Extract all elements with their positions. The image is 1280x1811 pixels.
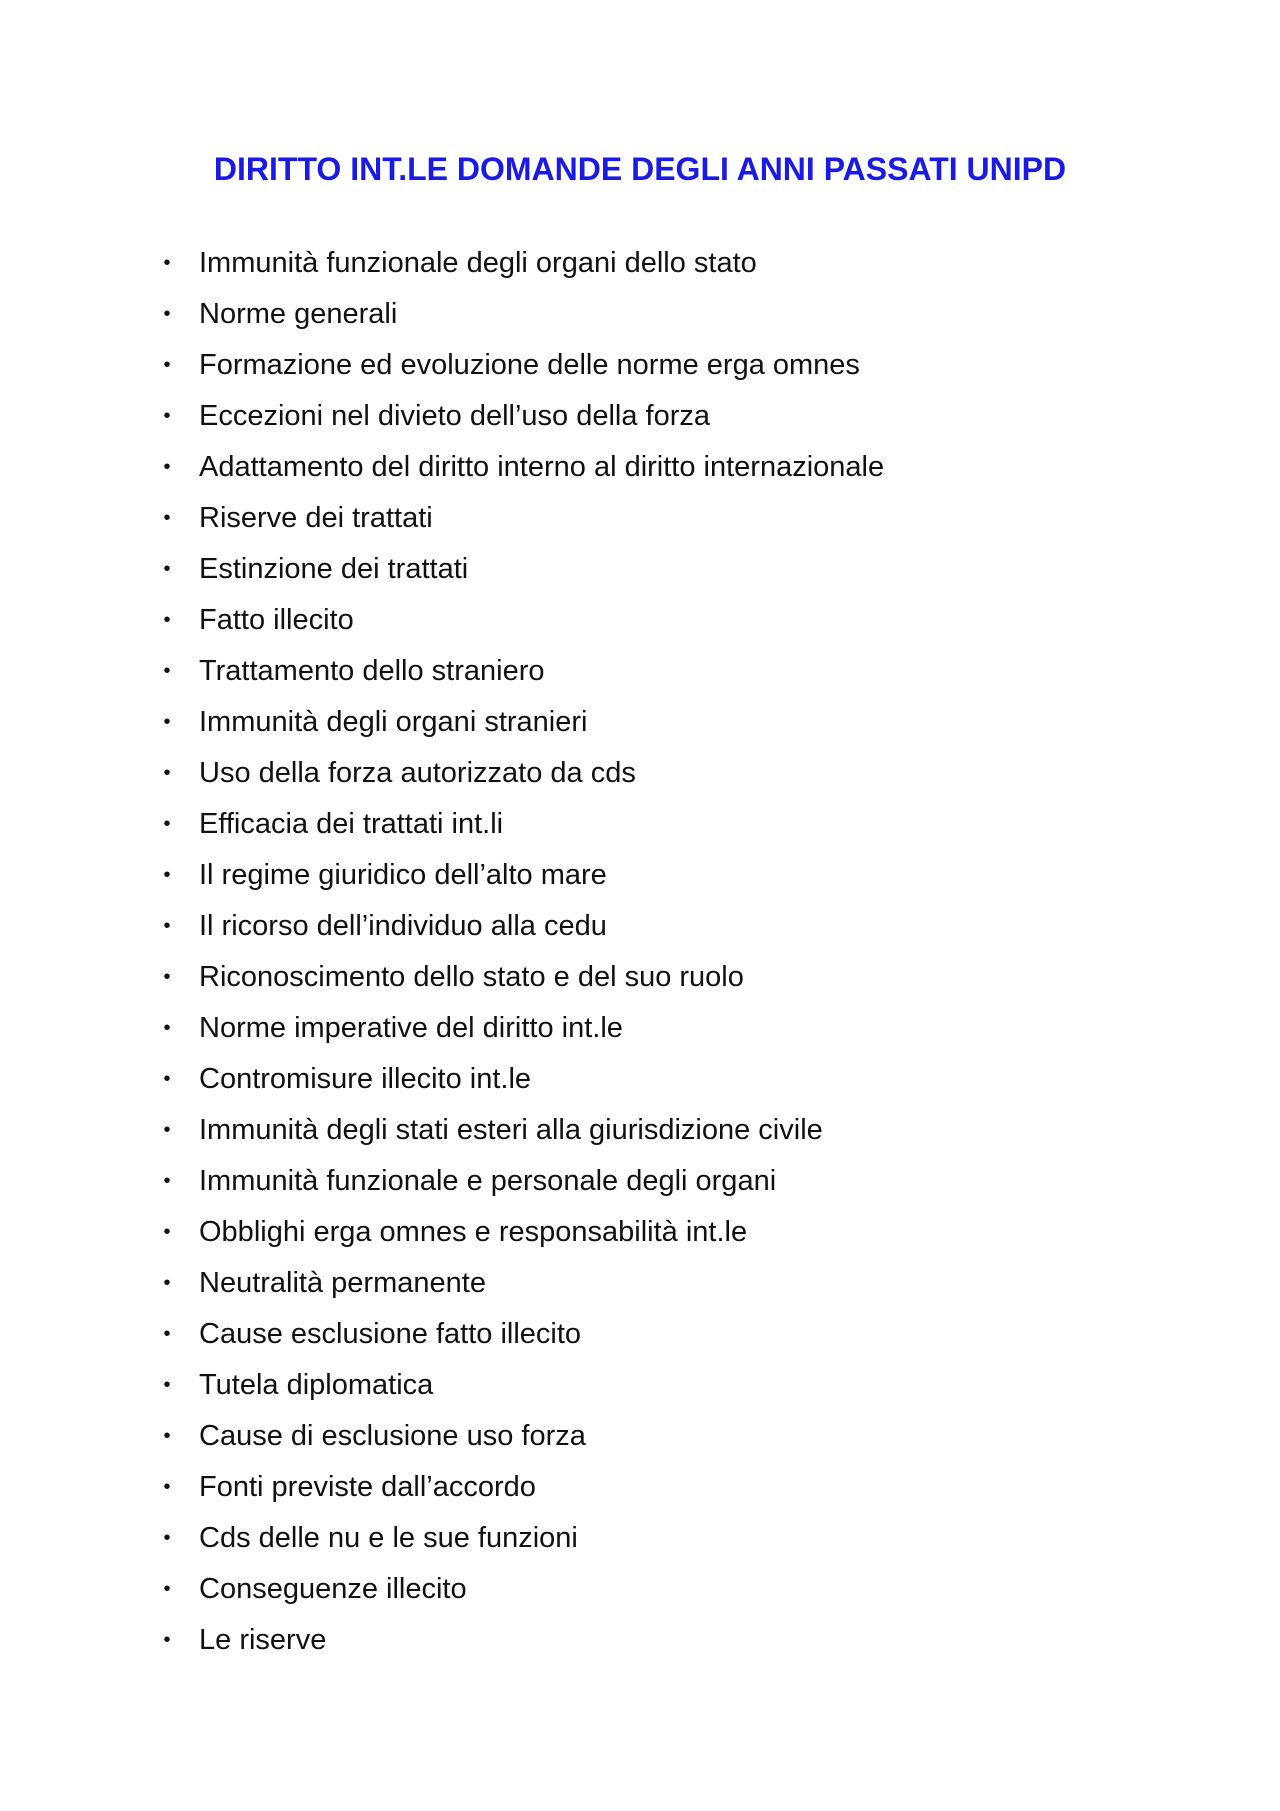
list-item-text: Uso della forza autorizzato da cds bbox=[199, 757, 636, 789]
list-item-text: Eccezioni nel divieto dell’uso della forza bbox=[199, 400, 711, 432]
bullet-icon: • bbox=[163, 1374, 171, 1396]
bullet-icon: • bbox=[163, 966, 171, 988]
list-item-text: Immunità funzionale degli organi dello stato bbox=[199, 247, 757, 279]
list-item-text: Trattamento dello straniero bbox=[199, 655, 545, 687]
bullet-icon: • bbox=[163, 1323, 171, 1345]
bullet-icon: • bbox=[163, 354, 171, 376]
bullet-icon: • bbox=[163, 1629, 171, 1651]
bullet-icon: • bbox=[163, 1017, 171, 1039]
bullet-icon: • bbox=[163, 864, 171, 886]
list-item-text: Neutralità permanente bbox=[199, 1267, 486, 1299]
bullet-icon: • bbox=[163, 1170, 171, 1192]
list-item-text: Il regime giuridico dell’alto mare bbox=[199, 859, 607, 891]
bullet-icon: • bbox=[163, 252, 171, 274]
list-item-text: Il ricorso dell’individuo alla cedu bbox=[199, 910, 607, 942]
list-item-text: Obblighi erga omnes e responsabilità int.le bbox=[199, 1216, 748, 1248]
bullet-icon: • bbox=[163, 1476, 171, 1498]
bullet-icon: • bbox=[163, 405, 171, 427]
list-item-text: Riconoscimento dello stato e del suo ruolo bbox=[199, 961, 744, 993]
bullet-icon: • bbox=[163, 507, 171, 529]
list-item-text: Cause esclusione fatto illecito bbox=[199, 1318, 582, 1350]
list-item-text: Riserve dei trattati bbox=[199, 502, 433, 534]
bullet-icon: • bbox=[163, 813, 171, 835]
bullet-icon: • bbox=[163, 1068, 171, 1090]
bullet-icon: • bbox=[163, 1527, 171, 1549]
bullet-icon: • bbox=[163, 1578, 171, 1600]
list-item-text: Norme generali bbox=[199, 298, 398, 330]
list-item-text: Formazione ed evoluzione delle norme erga omnes bbox=[199, 349, 860, 381]
bullet-icon: • bbox=[163, 762, 171, 784]
bullet-icon: • bbox=[163, 711, 171, 733]
bullet-icon: • bbox=[163, 303, 171, 325]
bullet-icon: • bbox=[163, 1221, 171, 1243]
list-item-text: Fatto illecito bbox=[199, 604, 354, 636]
list-item-text: Conseguenze illecito bbox=[199, 1573, 467, 1605]
list-item-text: Tutela diplomatica bbox=[199, 1369, 434, 1401]
list-item-text: Immunità degli organi stranieri bbox=[199, 706, 588, 738]
list-item-text: Contromisure illecito int.le bbox=[199, 1063, 532, 1095]
list-item-text: Cds delle nu e le sue funzioni bbox=[199, 1522, 578, 1554]
bullet-icon: • bbox=[163, 1119, 171, 1141]
list-item-text: Efficacia dei trattati int.li bbox=[199, 808, 504, 840]
list-item-text: Cause di esclusione uso forza bbox=[199, 1420, 586, 1452]
list-item-text: Immunità funzionale e personale degli organi bbox=[199, 1165, 777, 1197]
document-title: DIRITTO INT.LE DOMANDE DEGLI ANNI PASSATI UNIPD bbox=[213, 151, 1067, 187]
list-item-text: Adattamento del diritto interno al diritto internazionale bbox=[199, 451, 885, 483]
bullet-icon: • bbox=[163, 609, 171, 631]
bullet-icon: • bbox=[163, 1272, 171, 1294]
list-item-text: Fonti previste dall’accordo bbox=[199, 1471, 536, 1503]
list-item-text: Le riserve bbox=[199, 1624, 327, 1656]
bullet-icon: • bbox=[163, 915, 171, 937]
bullet-icon: • bbox=[163, 1425, 171, 1447]
bullet-icon: • bbox=[163, 558, 171, 580]
list-item-text: Immunità degli stati esteri alla giurisdizione civile bbox=[199, 1114, 823, 1146]
bullet-icon: • bbox=[163, 456, 171, 478]
bullet-icon: • bbox=[163, 660, 171, 682]
list-item-text: Norme imperative del diritto int.le bbox=[199, 1012, 623, 1044]
list-item-text: Estinzione dei trattati bbox=[199, 553, 469, 585]
